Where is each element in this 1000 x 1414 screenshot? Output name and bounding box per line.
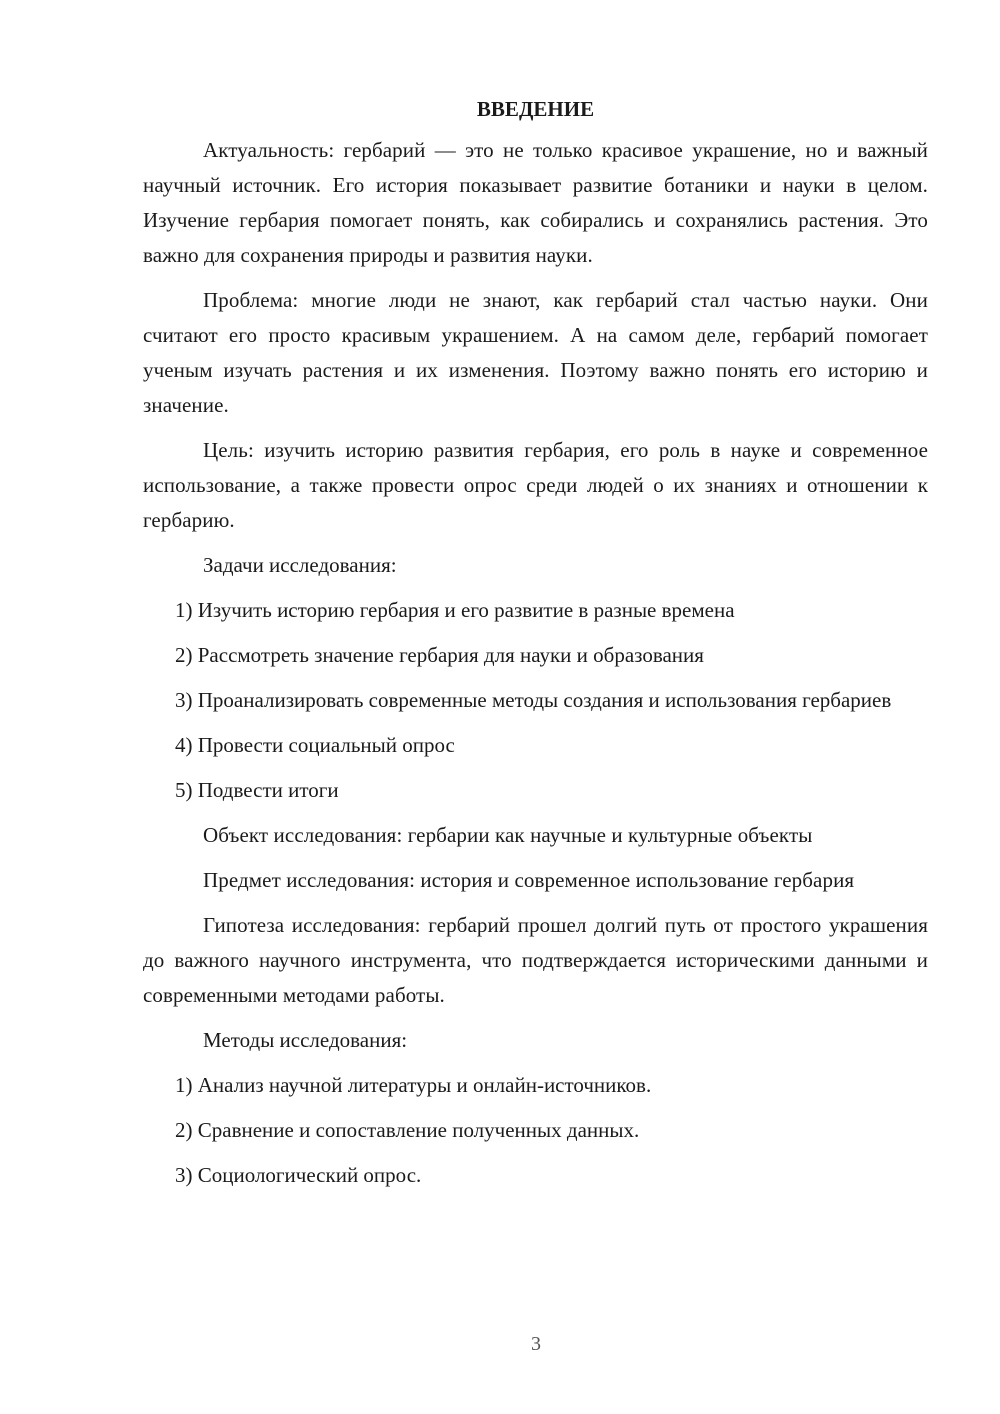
goal-paragraph: Цель: изучить историю развития гербария, его роль в науке и современное использование, а также провести опрос среди людей о их знаниях и отношении к гербарию. xyxy=(143,438,928,532)
relevance-paragraph: Актуальность: гербарий — это не только красивое украшение, но и важный научный источник. Его история показывает развитие ботаники и науки в целом. Изучение гербария помогает понять, как собирались и сохранялись растения. Это важно для сохранения природы и развития науки. xyxy=(143,138,928,267)
methods-label: Методы исследования: xyxy=(203,1028,408,1052)
method-item-1: 1) Анализ научной литературы и онлайн-источников. xyxy=(175,1073,652,1097)
method-item-2: 2) Сравнение и сопоставление полученных данных. xyxy=(175,1118,640,1142)
page-number: 3 xyxy=(531,1333,541,1355)
tasks-label: Задачи исследования: xyxy=(203,553,397,577)
task-item-5: 5) Подвести итоги xyxy=(175,778,339,802)
task-item-2: 2) Рассмотреть значение гербария для науки и образования xyxy=(175,643,704,667)
subject-paragraph: Предмет исследования: история и современное использование гербария xyxy=(203,868,855,892)
task-item-1: 1) Изучить историю гербария и его развитие в разные времена xyxy=(175,598,735,622)
hypothesis-paragraph: Гипотеза исследования: гербарий прошел долгий путь от простого украшения до важного научного инструмента, что подтверждается историческими данными и современными методами работы. xyxy=(143,913,928,1007)
task-item-3: 3) Проанализировать современные методы создания и использования гербариев xyxy=(175,688,892,712)
task-item-4: 4) Провести социальный опрос xyxy=(175,733,455,757)
object-paragraph: Объект исследования: гербарии как научные и культурные объекты xyxy=(203,823,813,847)
problem-paragraph: Проблема: многие люди не знают, как гербарий стал частью науки. Они считают его просто красивым украшением. А на самом деле, гербарий помогает ученым изучать растения и их изменения. Поэтому важно понять его историю и значение. xyxy=(143,288,928,417)
document-page xyxy=(143,92,928,1203)
method-item-3: 3) Социологический опрос. xyxy=(175,1163,422,1187)
section-title: ВВЕДЕНИЕ xyxy=(476,97,595,121)
